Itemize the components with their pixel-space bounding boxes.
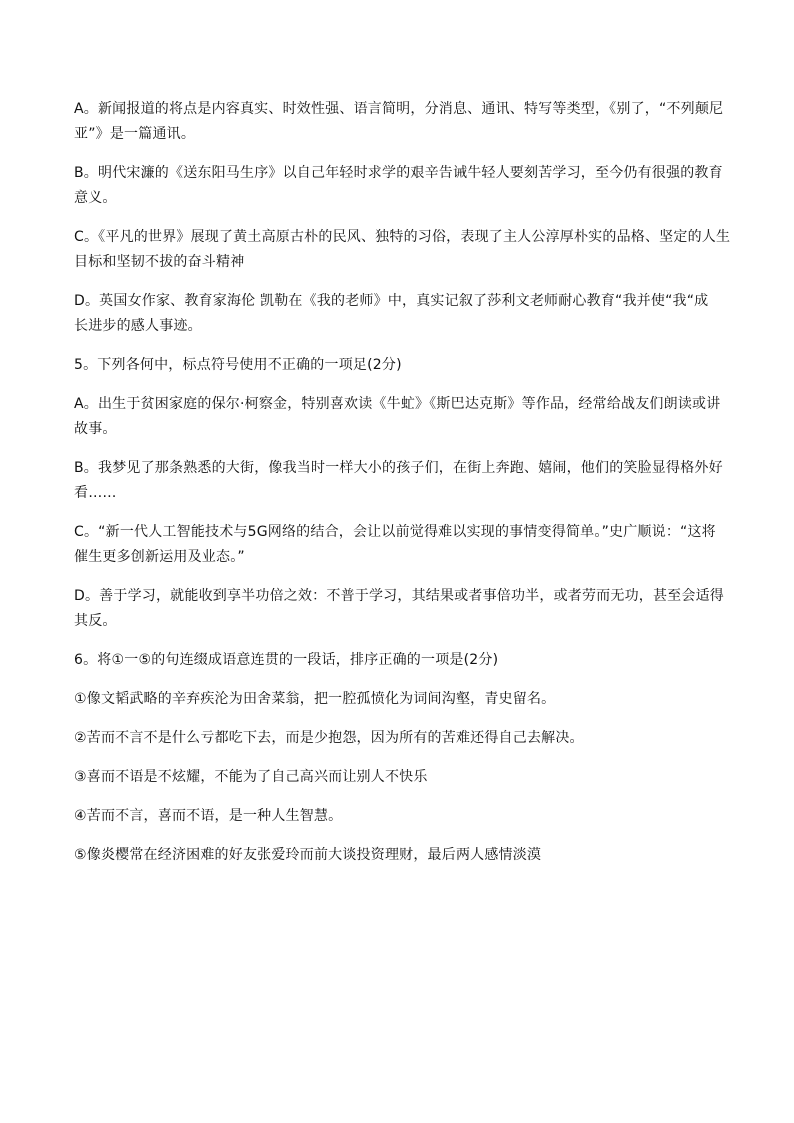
text-line: D。善于学习，就能收到享半功倍之效：不普于学习，其结果或者事倍功半，或者劳而无功，甚至会适得 <box>74 588 724 604</box>
text-line: ④苦而不言，喜而不语，是一种人生智慧。 <box>74 808 343 824</box>
sentence-2 <box>74 726 724 751</box>
option-c-pr <box>74 225 731 275</box>
question-5-stem <box>74 353 724 378</box>
sentence-4 <box>74 804 724 829</box>
option-a-pr <box>74 97 724 147</box>
text-line: C。《平凡的世界》展现了黄土高原古朴的民风、独特的习俗，表现了主人公淳厚朴实的品格、坚定的人生 <box>74 229 731 245</box>
text-line: B。明代宋濂的《送东阳马生序》以自己年轻时求学的艰辛告诫牛轻人要刻苦学习，至今仍有很强的教育 <box>74 165 723 181</box>
text-line: ⑤像炎樱常在经济困难的好友张爱玲而前大谈投资理财，最后两人感情淡漠 <box>74 847 542 863</box>
text-line: B。我梦见了那条熟悉的大街，像我当时一样大小的孩子们，在街上奔跑、嬉闹，他们的笑脸显得格外好 <box>74 460 723 476</box>
text-line: 意义。 <box>74 190 117 206</box>
text-line: C。“新一代人工智能技术与5G网络的结合，会让以前觉得难以实现的事情变得简单。”史广顺说：“这将 <box>74 524 716 540</box>
text-line: ②苦而不言不是什么亏都吃下去，而是少抱怨，因为所有的苦难还得自己去解决。 <box>74 730 584 746</box>
sentence-1 <box>74 687 724 712</box>
text-line: ③喜而不语是不炫耀，不能为了自己高兴而让别人不快乐 <box>74 769 428 785</box>
option-d-punct <box>74 584 724 634</box>
sentence-5 <box>74 843 724 868</box>
option-b-punct <box>74 456 724 506</box>
text-line: ①像文韬武略的辛弃疾沦为田舍菜翁，把一腔孤愤化为词间沟壑，青史留名。 <box>74 691 556 707</box>
option-a-punct <box>74 392 724 442</box>
text-line: 其反。 <box>74 613 117 629</box>
text-line: 故事。 <box>74 421 117 437</box>
text-line: 看…… <box>74 485 117 501</box>
text-line: 目标和坚韧不拔的奋斗精神 <box>74 254 245 270</box>
option-d-pr <box>74 289 724 339</box>
question-6-stem <box>74 648 724 673</box>
text-line: A。出生于贫困家庭的保尔·柯察金，特别喜欢读《牛虻》《斯巴达克斯》等作品，经常给战友们朗读或讲 <box>74 396 721 412</box>
document-page <box>74 97 731 882</box>
text-line: 催生更多创新运用及业态。” <box>74 549 245 565</box>
sentence-3 <box>74 765 724 790</box>
text-line: A。新闻报道的将点是内容真实、时效性强、语言简明，分消息、通讯、特写等类型，《别了，“不列颠尼 <box>74 101 724 117</box>
text-line: 6。将①一⑤的句连缀成语意连贯的一段话，排序正确的一项是(2分) <box>74 652 499 668</box>
text-line: 5。下列各何中，标点符号使用不正确的一项足(2分) <box>74 357 402 373</box>
option-b-pr <box>74 161 724 211</box>
text-line: 亚”》是一篇通讯。 <box>74 126 196 142</box>
text-line: D。英国女作家、教育家海伦 凯勒在《我的老师》中，真实记叙了莎利文老师耐心教育“我并使“我“成 <box>74 293 709 309</box>
text-line: 长进步的感人事迹。 <box>74 318 202 334</box>
option-c-punct <box>74 520 724 570</box>
